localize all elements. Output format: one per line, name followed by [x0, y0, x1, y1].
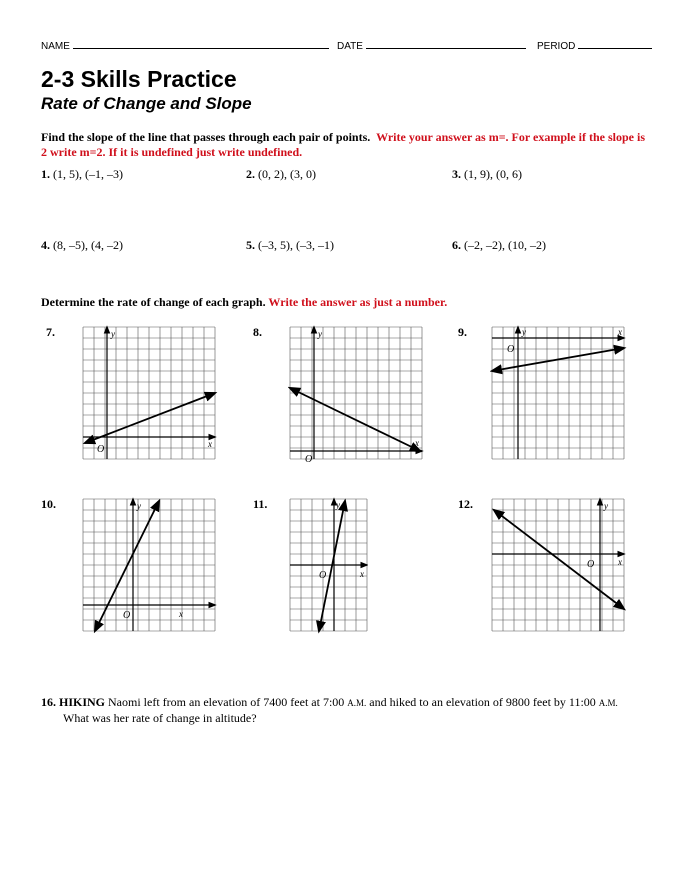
page-title: 2-3 Skills Practice [41, 66, 237, 92]
period-blank[interactable] [578, 40, 652, 49]
grid [492, 499, 624, 631]
page-subtitle: Rate of Change and Slope [41, 94, 252, 113]
origin-label: O [305, 454, 313, 465]
y-axis-label: y [111, 329, 115, 339]
y-axis-label: y [318, 329, 322, 339]
graph-line [290, 388, 420, 451]
grid [290, 327, 422, 459]
graph-label-12: 12. [458, 497, 473, 511]
graph-label-8: 8. [253, 325, 262, 339]
x-axis-label: x [179, 609, 183, 619]
graph-10 [81, 497, 221, 637]
origin-label: O [123, 610, 131, 621]
y-axis-label: y [604, 501, 608, 511]
graph-label-9: 9. [458, 325, 467, 339]
graph-7 [81, 325, 221, 465]
y-axis-label: y [137, 501, 141, 511]
problem-16-number: 16. [41, 695, 56, 709]
graph-12 [490, 497, 630, 637]
graph-line [494, 510, 624, 609]
rate-instructions-red: Write the answer as just a number. [268, 295, 448, 309]
date-blank[interactable] [366, 40, 526, 49]
date-label: DATE [337, 41, 363, 52]
rate-instructions: Determine the rate of change of each graph. Write the answer as just a number. [41, 295, 448, 309]
problem-1: 1. (1, 5), (–1, –3) [41, 167, 123, 181]
origin-label: O [587, 559, 595, 570]
problem-2: 2. (0, 2), (3, 0) [246, 167, 316, 181]
grid [83, 327, 215, 459]
date-field[interactable] [337, 40, 526, 52]
period-field[interactable] [537, 40, 652, 52]
name-field[interactable] [41, 40, 329, 52]
origin-label: O [97, 444, 105, 455]
origin-label: O [507, 344, 515, 355]
graph-line [85, 393, 215, 443]
graph-8 [288, 325, 428, 465]
problem-16-topic: HIKING [59, 695, 106, 709]
graph-label-11: 11. [253, 497, 268, 511]
graph-9 [490, 325, 630, 465]
problem-6: 6. (–2, –2), (10, –2) [452, 238, 546, 252]
slope-instructions: Find the slope of the line that passes through each pair of points. Write your answer as m=. For example if the slope is 2 write m=2. If it is undefined just write undefined. [41, 130, 645, 159]
grid [83, 499, 215, 631]
problem-16: 16. HIKING Naomi left from an elevation of 7400 feet at 7:00 A.M. and hiked to an elevation of 9800 feet by 11:00 A.M. What was her rate of change in altitude? [41, 695, 618, 725]
x-axis-label: x [208, 439, 212, 449]
x-axis-label: x [618, 557, 622, 567]
graph-11 [288, 497, 368, 637]
origin-label: O [319, 570, 327, 581]
x-axis-label: x [415, 438, 419, 448]
x-axis-label: x [360, 569, 364, 579]
axes [290, 499, 367, 631]
slope-instructions-red: Write your answer as m=. For example if the slope is 2 write m=2. If it is undefined just write undefined. [41, 130, 645, 159]
y-axis-label: y [522, 327, 526, 337]
graph-label-7: 7. [46, 325, 55, 339]
problem-5: 5. (–3, 5), (–3, –1) [246, 238, 334, 252]
name-blank[interactable] [73, 40, 329, 49]
name-label: NAME [41, 41, 70, 52]
problem-3: 3. (1, 9), (0, 6) [452, 167, 522, 181]
y-axis-label: y [336, 500, 340, 510]
period-label: PERIOD [537, 41, 576, 52]
graph-label-10: 10. [41, 497, 56, 511]
problem-4: 4. (8, –5), (4, –2) [41, 238, 123, 252]
x-axis-label: x [618, 327, 622, 337]
problem-16-question: What was her rate of change in altitude? [63, 711, 257, 725]
